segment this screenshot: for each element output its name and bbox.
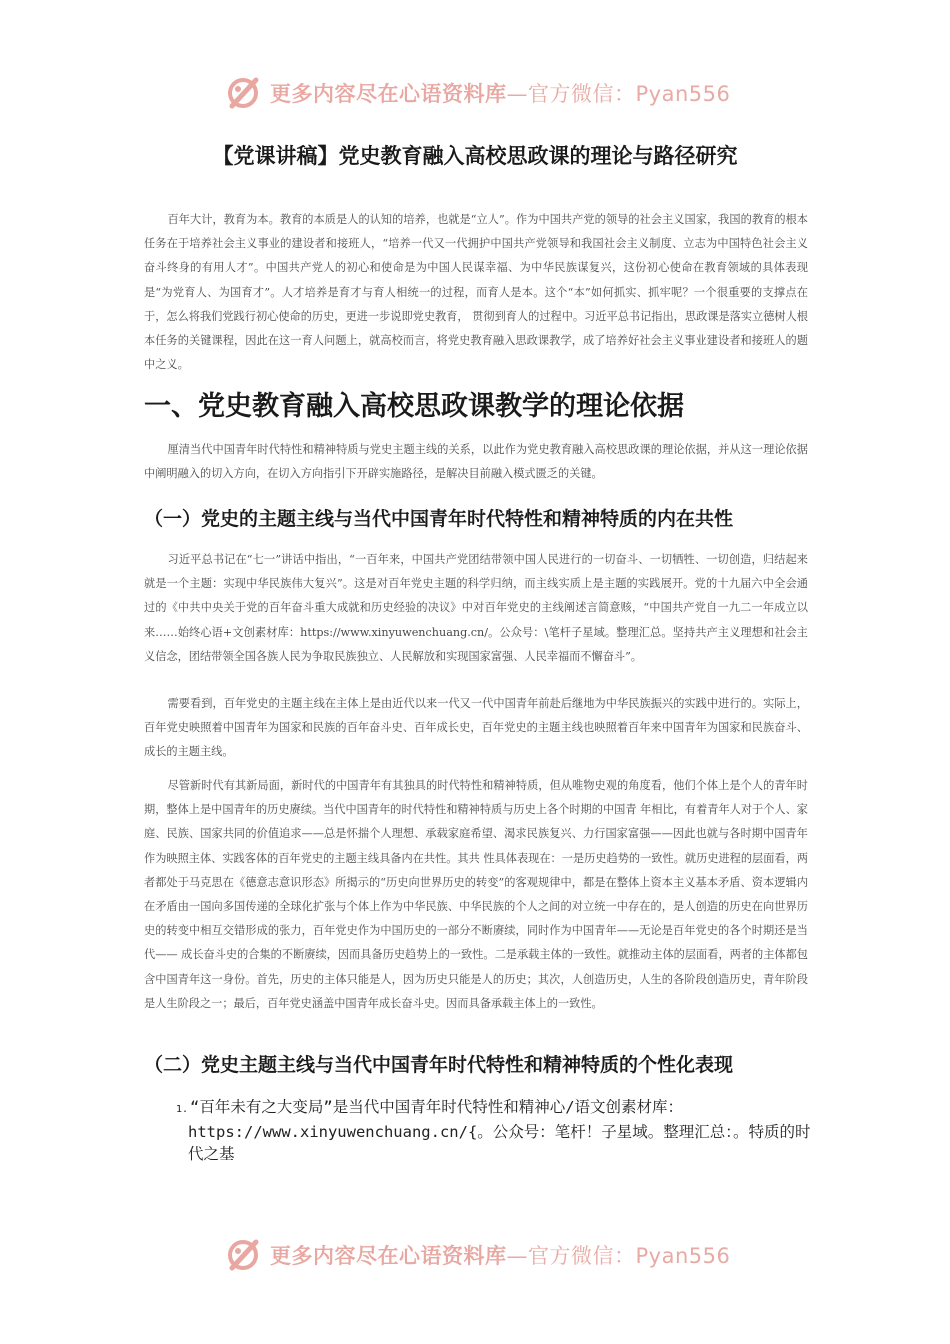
brush-logo-icon: [226, 1236, 266, 1272]
section1-heading: 一、党史教育融入高校思政课教学的理论依据: [144, 391, 684, 422]
subsection2-heading: （二）党史主题主线与当代中国青年时代特性和精神特质的个性化表现: [144, 1054, 734, 1076]
subsection1-paragraph-1: 习近平总书记在“七一”讲话中指出，“一百年来，中国共产党团结带领中国人民进行的一切奋斗、一切牺牲、一切创造，归结起来就是一个主题：实现中华民族伟大复兴”。这是对百年党史主题的科学归纳，而主线实质上是主题的实践展开。党的十九届六中全会通过的《中共中央关于党的百年奋斗重大成就和历史经验的决议》中对百年党史的主线阐述言简意赅，“中国共产党自一九二一年成立以来……始终心语+文创素材库：https://www.xinyuwenchuang.cn/。公众号：\笔杆子星域。整理汇总。坚持共产主义理想和社会主义信念，团结带领全国各族人民为争取民族独立、人民解放和实现国家富强、人民幸福而不懈奋斗”。: [144, 553, 808, 663]
banner-text: 更多内容尽在心语资料库—官方微信：Pyan556: [270, 1244, 731, 1268]
list-item-line-2: https://www.xinyuwenchuang.cn/{。公众号：笔杆！子星域。整理汇总：。特质的时代之基: [188, 1123, 811, 1163]
subsection1-heading: （一）党史的主题主线与当代中国青年时代特性和精神特质的内在共性: [144, 508, 734, 530]
banner-wechat: —官方微信：Pyan556: [506, 1244, 731, 1268]
section1-intro-paragraph: 厘清当代中国青年时代特性和精神特质与党史主题主线的关系，以此作为党史教育融入高校思政课的理论依据，并从这一理论依据中阐明融入的切入方向，在切入方向指引下开辟实施路径，是解决目前融入模式匮乏的关键。: [144, 443, 808, 481]
banner-text: 更多内容尽在心语资料库—官方微信：Pyan556: [270, 82, 731, 106]
subsection1-paragraph-2: 需要看到，百年党史的主题主线在主体上是由近代以来一代又一代中国青年前赴后继地为中华民族振兴的实践中进行的。实际上，百年党史映照着中国青年为国家和民族的百年奋斗史、百年成长史，百年党史的主题主线也映照着百年来中国青年为国家和民族奋斗、成长的主题主线。: [144, 697, 808, 759]
list-item-line-1: “百年未有之大变局”是当代中国青年时代特性和精神心/语文创素材库：: [190, 1098, 684, 1116]
brush-logo-icon: [226, 74, 266, 110]
document-title: 【党课讲稿】党史教育融入高校思政课的理论与路径研究: [212, 144, 738, 168]
list-item: [176, 1096, 826, 1165]
list-item-number: 1.: [176, 1104, 189, 1115]
subsection1-paragraph-3: 尽管新时代有其新局面，新时代的中国青年有其独具的时代特性和精神特质，但从唯物史观的角度看，他们个体上是个人的青年时期，整体上是中国青年的历史赓续。当代中国青年的时代特性和精神特质与历史上各个时期的中国青 年相比，有着青年人对于个人、家庭、民族、国家共同的价值追求——总是怀揣个人理想、承载家庭希望、渴求民族复兴、力行国家富强——因此也就与各时期中国青年作为映照主体、实践客体的百年党史的主题主线具备内在共性。其共 性具体表现在：一是历史趋势的一致性。就历史进程的层面看，两者都处于马克思在《德意志意识形态》所揭示的“历史向世界历史的转变”的客观规律中，都是在整体上资本主义基本矛盾、资本逻辑内在矛盾由一国向多国传递的全球化扩张与个体上作为中华民族、中华民族的个人之间的对立统一中存在的，是人创造的历史在向世界历史的转变中相互交错形成的张力，百年党史作为中国历史的一部分不断赓续，同时作为中国青年——无论是百年党史的各个时期还是当代—— 成长奋斗史的合集的不断赓续，因而具备历史趋势上的一致性。二是承载主体的一致性。就推动主体的层面看，两者的主体都包含中国青年这一身份。首先，历史的主体只能是人，因为历史只能是人的历史；其次，人创造历史，人生的各阶段创造历史，青年阶段是人生阶段之一；最后，百年党史涵盖中国青年成长奋斗史。因而具备承载主体上的一致性。: [144, 779, 808, 1010]
banner-wechat: —官方微信：Pyan556: [506, 82, 731, 106]
header-banner: [226, 70, 746, 114]
intro-paragraph: 百年大计，教育为本。教育的本质是人的认知的培养，也就是“立人”。作为中国共产党的领导的社会主义国家，我国的教育的根本任务在于培养社会主义事业的建设者和接班人，“培养一代又一代拥护中国共产党领导和我国社会主义制度、立志为中国特色社会主义奋斗终身的有用人才”。中国共产党人的初心和使命是为中国人民谋幸福、为中华民族谋复兴，这份初心使命在教育领域的具体表现是“为党育人、为国育才”。人才培养是育才与育人相统一的过程，而育人是本。这个“本”如何抓实、抓牢呢？一个很重要的支撑点在于，怎么将我们党践行初心使命的历史，更进一步说即党史教育， 贯彻到育人的过程中。习近平总书记指出，思政课是落实立德树人根本任务的关键课程，因此在这一育人问题上，就高校而言，将党史教育融入思政课教学，成了培养好社会主义事业建设者和接班人的题中之义。: [144, 213, 808, 372]
footer-banner: [226, 1232, 746, 1276]
